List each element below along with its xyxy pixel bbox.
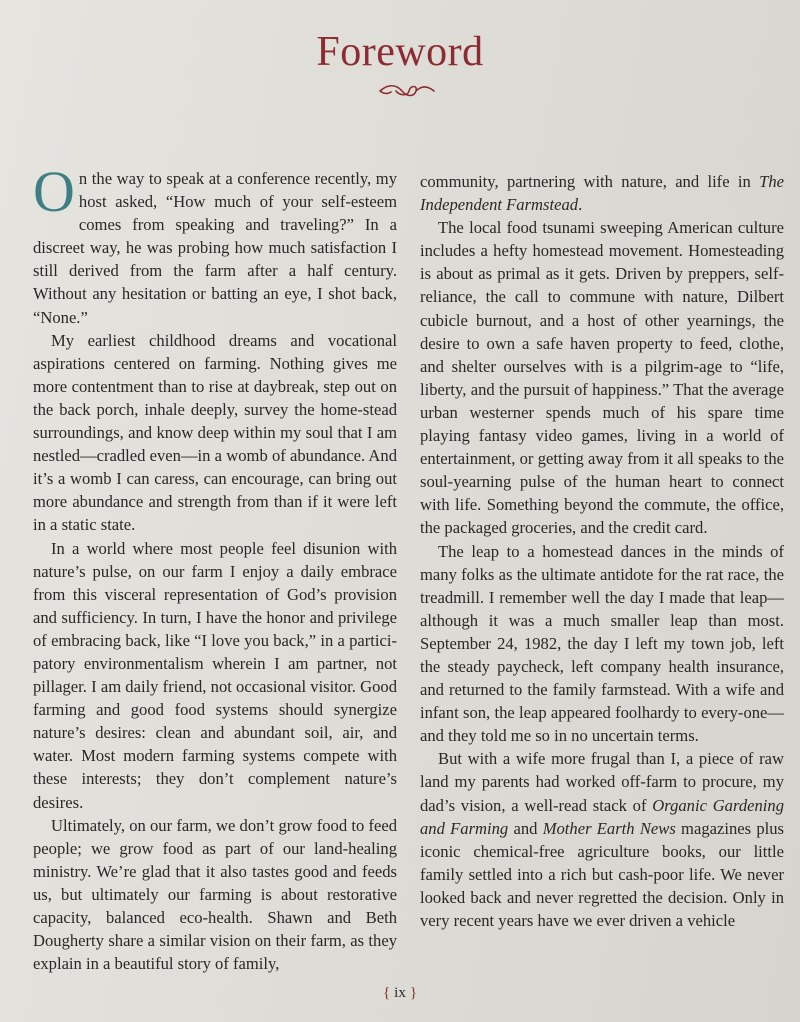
magazine-title: Mother Earth News bbox=[542, 818, 676, 838]
magazine-title: Organic Gardening and Farming bbox=[420, 795, 784, 838]
left-brace-ornament-icon: { bbox=[382, 985, 391, 1001]
page-number bbox=[0, 985, 800, 1002]
right-column bbox=[420, 170, 784, 932]
paragraph: The leap to a homestead dances in the minds of many folks as the ultimate antidote for the rat race, the treadmill. I remember well the day I made that leap—although it was a much smaller leap than most. September 24, 1982, the day I left my town job, left the steady paycheck, left company health insurance, and returned to the family farmstead. With a wife and infant son, the leap appeared foolhardy to every-one—and they told me so in no uncertain terms. bbox=[420, 541, 784, 746]
paragraph-text: n the way to speak at a conference recently, my host asked, “How much of your self-esteem comes from speaking and traveling?” In a discreet way, he was probing how much satisfaction I still derived from the farm after a half century. Without any hesitation or batting an eye, I shot back, “None.” bbox=[33, 169, 397, 327]
paragraph: In a world where most people feel disunion with nature’s pulse, on our farm I enjoy a daily embrace from this visceral representation of God’s provision and sufficiency. In turn, I have the honor and privilege of embracing back, like “I love you back,” in a partici-patory environmentalism wherein I am partner, not pillager. I am daily friend, not occasional visitor. Good farming and good food systems should synergize nature’s desires: clean and abundant soil, air, and water. Most modern farming systems compete with these interests; they don’t complement nature’s desires. bbox=[33, 538, 397, 812]
page-number-text: ix bbox=[394, 985, 406, 1001]
paragraph: Ultimately, on our farm, we don’t grow food to feed people; we grow food as part of our land-healing ministry. We’re glad that it also tastes good and feeds us, but ultimately our farming is about restorative capacity, balanced eco-health. Shawn and Beth Dougherty share a similar vision on their farm, as they explain in a beautiful story of family, bbox=[33, 815, 397, 974]
paragraph: The local food tsunami sweeping American culture includes a hefty homestead movement. Homesteading is about as primal as it gets. Driven by preppers, self-reliance, the call to commune with nature, Dilbert cubicle burnout, and a host of other yearnings, the desire to own a safe haven property to feed, clothe, and shelter ourselves with is a pilgrim-age to “life, liberty, and the pursuit of happiness.” That the average urban westerner spends much of his spare time playing fantasy video games, living in a world of entertainment, or getting away from it all speaks to the soul-yearning pulse of the human heart to connect with life. Something beyond the commute, the office, the packaged groceries, and the credit card. bbox=[420, 218, 784, 538]
paragraph bbox=[33, 159, 397, 329]
paragraph-text: community, partnering with nature, and life in bbox=[420, 172, 760, 191]
paragraph: My earliest childhood dreams and vocational aspirations centered on farming. Nothing gives me more contentment than to rise at daybreak, step out on the back porch, inhale deeply, survey the home-stead surroundings, and know deep within my soul that I am nestled—cradled even—in a womb of abundance. And it’s a womb I can caress, can encourage, can bring out more abundance and strength from than if it were left in a static state. bbox=[33, 330, 397, 535]
paragraph-text: But with a wife more frugal than I, a piece of raw land my parents had worked off-farm to procure, my dad’s vision, a well-read stack of bbox=[420, 749, 784, 815]
paragraph-text: . bbox=[578, 195, 583, 215]
drop-cap: O bbox=[33, 159, 75, 224]
book-title: The Independent Farmstead bbox=[420, 172, 784, 215]
right-brace-ornament-icon: } bbox=[409, 985, 418, 1001]
flourish-ornament-icon bbox=[376, 82, 438, 100]
paragraph-text: and bbox=[508, 818, 543, 838]
paragraph bbox=[420, 747, 784, 932]
paragraph bbox=[420, 170, 784, 216]
left-column bbox=[33, 159, 397, 975]
page-title: Foreword bbox=[316, 29, 484, 75]
paragraph-text: magazines plus iconic chemical-free agriculture books, our little family settled into a rich but cash-poor life. We never looked back and never regretted the decision. Only in very recent years have we ever driven a vehicle bbox=[420, 818, 784, 930]
